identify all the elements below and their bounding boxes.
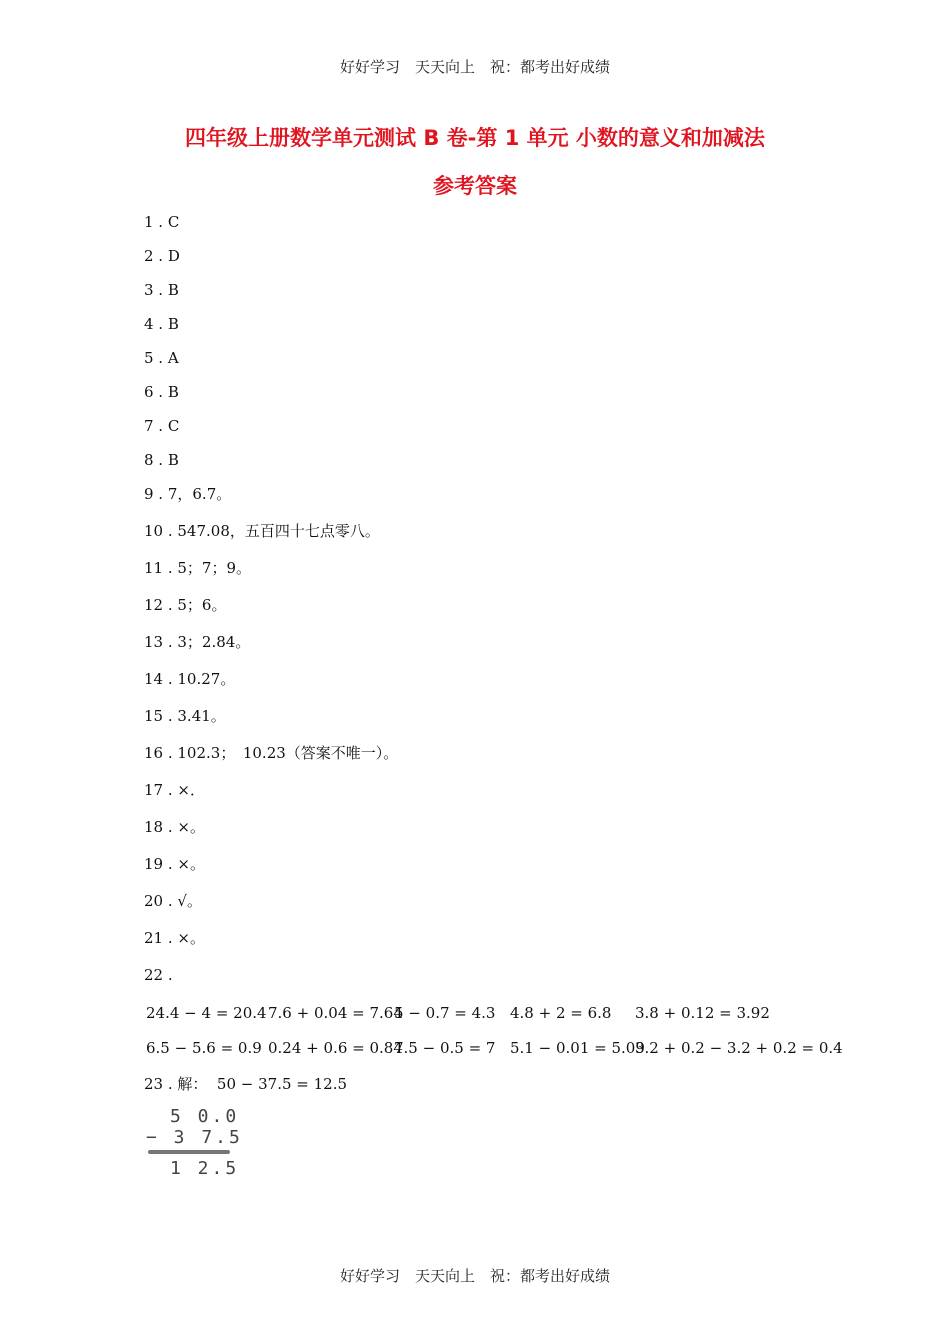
answer-item: 11 . 5；7；9。 [144,559,252,577]
answer-list [144,212,844,999]
equation: 7.6 + 0.04 = 7.64 [268,1004,403,1022]
equation: 0.24 + 0.6 = 0.84 [268,1039,403,1057]
minuend: 5 0.0 [170,1106,240,1127]
vertical-subtraction [146,1106,243,1181]
subtrahend: − 3 7.5 [146,1127,243,1148]
difference: 1 2.5 [170,1158,240,1179]
answer-item: 22 . [144,966,173,984]
equation: 7.5 − 0.5 = 7 [394,1039,496,1057]
document-subtitle: 参考答案 [433,174,517,198]
solution-line: 23 . 解： 50 − 37.5 = 12.5 [144,1075,348,1093]
answer-item: 4 . B [144,315,179,333]
answer-item: 17 . ×． [144,781,205,799]
equation: 3.8 + 0.12 = 3.92 [635,1004,770,1022]
answer-item: 19 . ×。 [144,855,205,873]
equation: 3.2 + 0.2 − 3.2 + 0.2 = 0.4 [635,1039,843,1057]
answer-item: 16 . 102.3； 10.23（答案不唯一）。 [144,744,399,762]
equation: 6.5 − 5.6 = 0.9 [146,1039,262,1057]
subtraction-rule [148,1150,230,1154]
equation: 24.4 − 4 = 20.4 [146,1004,267,1022]
answer-item: 14 . 10.27。 [144,670,236,688]
answer-item: 8 . B [144,451,179,469]
equation: 5.1 − 0.01 = 5.09 [510,1039,645,1057]
document-title: 四年级上册数学单元测试 B 卷-第 1 单元 小数的意义和加减法 [185,126,765,150]
page-footer: 好好学习 天天向上 祝：都考出好成绩 [339,1267,610,1285]
answer-item: 1 . C [144,213,180,231]
page-header: 好好学习 天天向上 祝：都考出好成绩 [339,58,610,76]
answer-item: 21 . ×。 [144,929,205,947]
answer-item: 15 . 3.41。 [144,707,226,725]
answer-item: 2 . D [144,247,180,265]
answer-item: 10 . 547.08，五百四十七点零八。 [144,522,380,540]
answer-item: 3 . B [144,281,179,299]
answer-item: 5 . A [144,349,179,367]
answer-item: 12 . 5；6。 [144,596,227,614]
answer-item: 13 . 3；2.84。 [144,633,251,651]
answer-item: 9 . 7，6.7。 [144,485,232,503]
answer-item: 18 . ×。 [144,818,205,836]
equation: 5 − 0.7 = 4.3 [394,1004,496,1022]
answer-item: 7 . C [144,417,180,435]
answer-item: 20 . √。 [144,892,202,910]
answer-item: 6 . B [144,383,179,401]
equation: 4.8 + 2 = 6.8 [510,1004,612,1022]
